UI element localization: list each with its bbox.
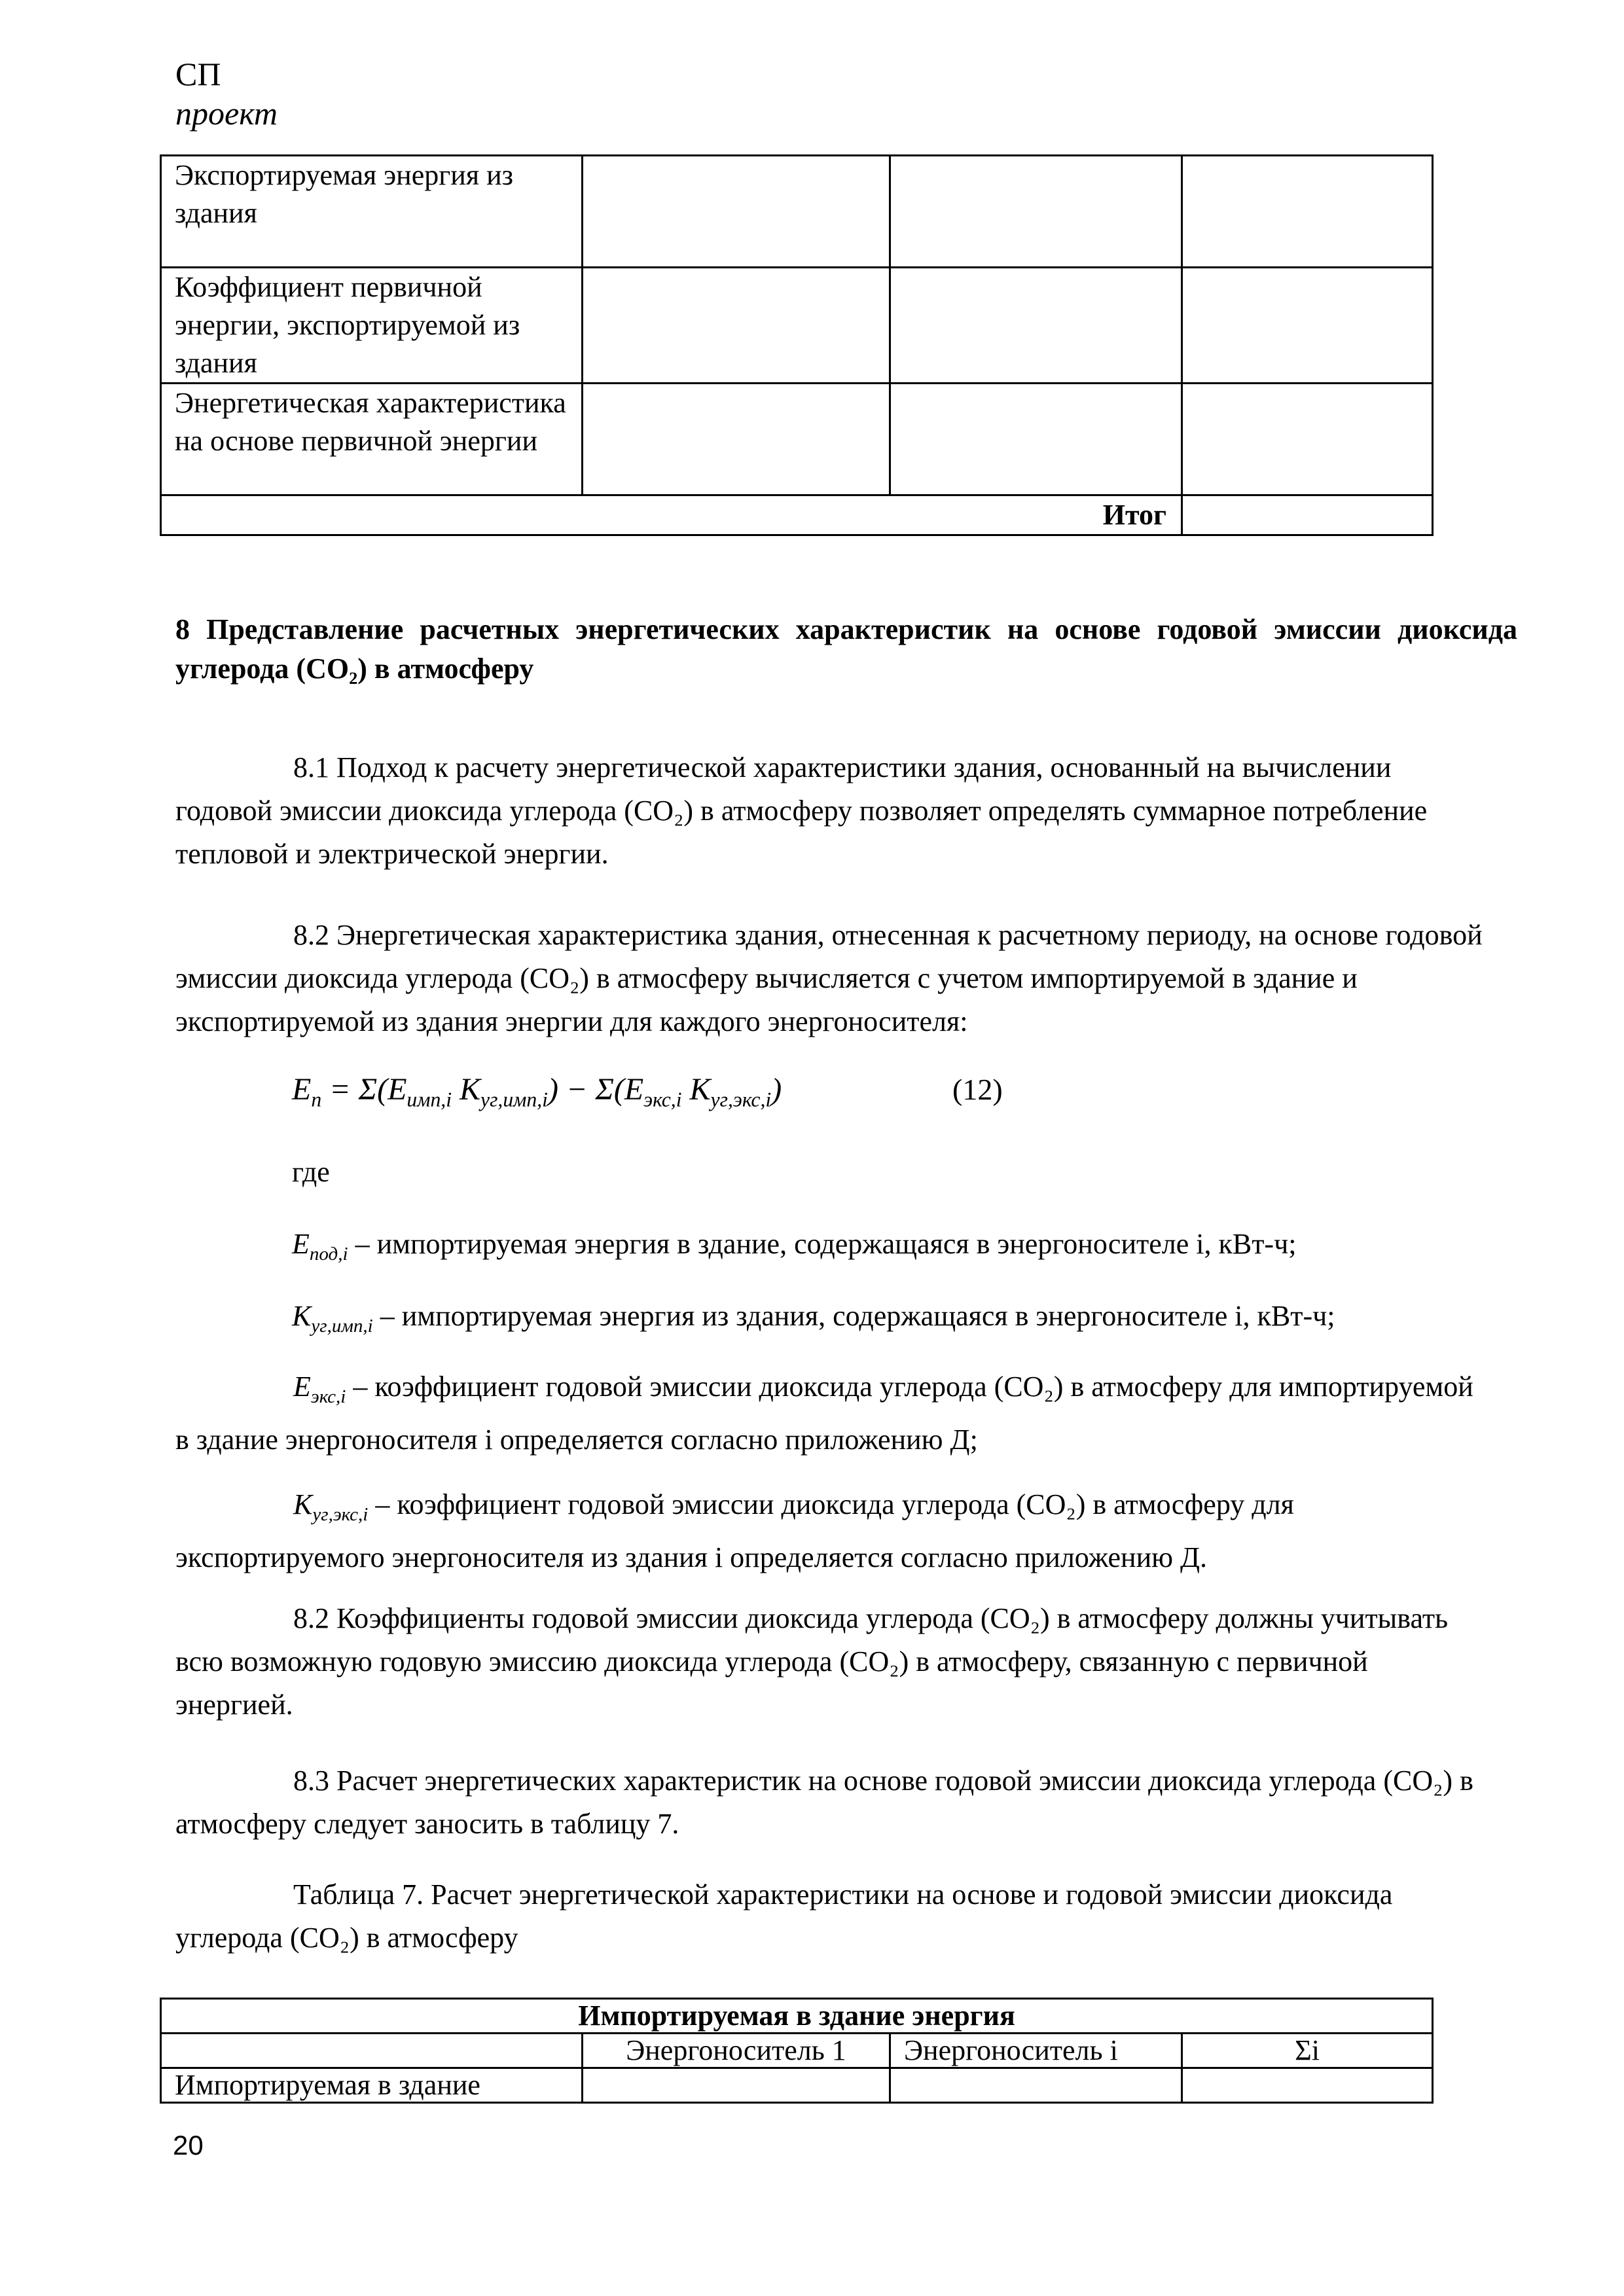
table-row (161, 384, 1433, 495)
paragraph-8-1: 8.1 Подход к расчету энергетической характеристики здания, основанный на вычислении годовой эмиссии диоксида углерода (CO₂) в атмосферу позволяет определять суммарное потребление тепловой и электрической энергии. (175, 751, 1428, 870)
table-cell (890, 384, 1182, 495)
table-cell (890, 156, 1182, 268)
document-status: проект (175, 95, 278, 132)
table-row (161, 156, 1433, 268)
paragraph-8-2: 8.2 Энергетическая характеристика здания, отнесенная к расчетному периоду, на основе годовой эмиссии диоксида углерода (CO₂) в атмосферу вычисляется с учетом импортируемой в здание и экспортируемой из здания энергии для каждого энергоносителя: (175, 919, 1483, 1037)
definition-e-pod (292, 1223, 1483, 1276)
definition-text: – коэффициент годовой эмиссии диоксида углерода (CO₂) в атмосферу для импортируемой в здание энергоносителя i определяется согласно приложению Д; (175, 1371, 1473, 1456)
column-header: Энергоноситель i (890, 2034, 1182, 2068)
definition-e-eks (175, 1365, 1485, 1462)
row-label: Энергетическая характеристика на основе первичной энергии (161, 384, 583, 495)
paragraph-8-3: 8.3 Расчет энергетических характеристик на основе годовой эмиссии диоксида углерода (CO₂) в атмосферу следует заносить в таблицу 7. (175, 1765, 1473, 1840)
table-header-row (161, 2034, 1433, 2068)
table-row (161, 268, 1433, 384)
definition-k-imp (292, 1295, 1483, 1348)
table-cell (1182, 156, 1433, 268)
symbol-k-imp: $K_{уг,имп,i}$ (292, 1300, 373, 1336)
document-code: СП (175, 56, 221, 92)
paragraph-8-2-coefficients: 8.2 Коэффициенты годовой эмиссии диоксида углерода (CO₂) в атмосферу должны учитывать всю возможную годовую эмиссию диоксида углерода (CO₂) в атмосферу, связанную с первичной энергией. (175, 1602, 1449, 1721)
table-7-caption: Таблица 7. Расчет энергетической характеристики на основе и годовой эмиссии диоксида углерода (CO₂) в атмосферу (175, 1878, 1393, 1954)
table-cell (583, 156, 890, 268)
table-cell (890, 268, 1182, 384)
table-caption: Импортируемая в здание энергия (161, 1999, 1433, 2034)
formula-12: $E_п = \Sigma(E_{имп,i}$ $K_{уг,имп,i}) - \Sigma(E_{экс,i}$ $K_{уг,экс,i}$) (292, 1072, 782, 1111)
table-caption-row (161, 1999, 1433, 2034)
column-header (161, 2034, 583, 2068)
table-cell (1182, 2068, 1433, 2103)
table-cell (1182, 268, 1433, 384)
section-heading: 8 Представление расчетных энергетических характеристик на основе годовой эмиссии диоксида углерода (CO₂) в атмосферу (175, 613, 1517, 685)
table-cell (583, 268, 890, 384)
definition-text: – импортируемая энергия из здания, содержащаяся в энергоносителе i, кВт-ч; (380, 1300, 1335, 1332)
row-label: Импортируемая в здание (161, 2068, 583, 2103)
table-row (161, 2068, 1433, 2103)
column-header: Энергоноситель 1 (583, 2034, 890, 2068)
total-label: Итог (161, 495, 1182, 535)
definition-k-eks (175, 1483, 1485, 1579)
table-cell (1182, 384, 1433, 495)
table-total-row (161, 495, 1433, 535)
where-label: где (292, 1156, 330, 1188)
row-label: Коэффициент первичной энергии, экспортируемой из здания (161, 268, 583, 384)
symbol-e-eks: $E_{экс,i}$ (293, 1371, 346, 1407)
table-cell (583, 2068, 890, 2103)
table-6-continuation (160, 154, 1434, 536)
column-header: Σi (1182, 2034, 1433, 2068)
definition-text: – импортируемая энергия в здание, содержащаяся в энергоносителе i, кВт-ч; (355, 1228, 1297, 1260)
definition-text: – коэффициент годовой эмиссии диоксида углерода (CO₂) в атмосферу для экспортируемого энергоносителя из здания i определяется согласно приложению Д. (175, 1488, 1294, 1573)
row-label: Экспортируемая энергия из здания (161, 156, 583, 268)
formula-number: (12) (952, 1073, 1003, 1106)
symbol-e-pod: $E_{под,i}$ (292, 1228, 348, 1265)
table-cell (583, 384, 890, 495)
symbol-k-eks: $K_{уг,экс,i}$ (293, 1488, 369, 1525)
table-cell (890, 2068, 1182, 2103)
page-number: 20 (173, 2130, 204, 2161)
total-value-cell (1182, 495, 1433, 535)
table-7 (160, 1998, 1434, 2104)
